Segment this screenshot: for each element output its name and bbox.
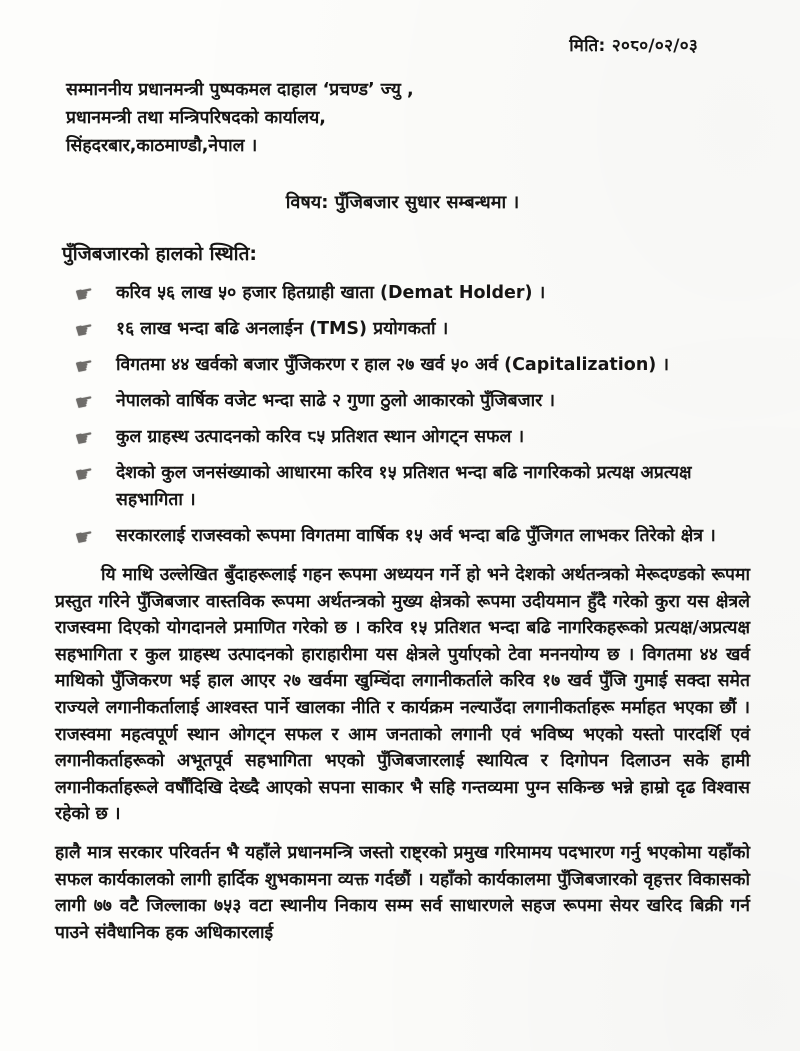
recipient-line-3: सिंहदरबार,काठमाण्डौ,नेपाल । — [66, 136, 258, 156]
list-item — [72, 523, 750, 551]
pointing-hand-icon: ☛ — [72, 316, 97, 344]
list-item — [72, 280, 750, 308]
section-heading: पुँजिबजारको हालको स्थिति: — [62, 243, 258, 265]
body-paragraph-2: हालै मात्र सरकार परिवर्तन भै यहाँले प्रधानमन्त्रि जस्तो राष्ट्रको प्रमुख गरिमामय पदभारण गर्नु भएकोमा यहाँको सफल कार्यकालको लागी हार्दिक शुभकामना व्यक्त गर्दछौं । यहाँको कार्यकालमा पुँजिबजारको वृहत्तर विकासको लागी ७७ वटै जिल्लाका ७५३ वटा स्थानीय निकाय सम्म सर्व साधारणले सहज रूपमा सेयर खरिद बिक्री गर्न पाउने संवैधानिक हक अधिकारलाई — [55, 842, 750, 943]
bullet-text: देशको कुल जनसंख्याको आधारमा करिव १५ प्रतिशत भन्दा बढि नागरिकको प्रत्यक्ष अप्रत्यक्ष सहभागिता । — [116, 463, 692, 510]
bullet-text: करिव ५६ लाख ५० हजार हितग्राही खाता (Demat Holder) । — [116, 283, 546, 303]
bullet-list — [72, 280, 750, 551]
bullet-text: सरकारलाई राजस्वको रूपमा विगतमा वार्षिक १५ अर्व भन्दा बढि पुँजिगत लाभकर तिरेको क्षेत्र । — [116, 526, 716, 546]
recipient-line-2: प्रधानमन्त्री तथा मन्त्रिपरिषदको कार्यालय, — [66, 108, 326, 128]
subject-line: विषय: पुँजिबजार सुधार सम्बन्धमा । — [285, 192, 520, 213]
letter-date: मिति: २०८०/०२/०३ — [569, 36, 698, 56]
list-item — [72, 388, 750, 416]
recipient-line-1: सम्माननीय प्रधानमन्त्री पुष्पकमल दाहाल ‘प्रचण्ड’ ज्यु , — [66, 80, 414, 100]
bullet-text: विगतमा ४४ खर्वको बजार पुँजिकरण र हाल २७ खर्व ५० अर्व (Capitalization) । — [116, 355, 669, 375]
bullet-text: कुल ग्राहस्थ उत्पादनको करिव ८५ प्रतिशत स्थान ओगट्न सफल । — [116, 427, 525, 447]
list-item — [72, 424, 750, 452]
pointing-hand-icon: ☛ — [72, 523, 97, 551]
recipient-address-block — [66, 76, 750, 160]
pointing-hand-icon: ☛ — [72, 280, 97, 308]
pointing-hand-icon: ☛ — [72, 388, 97, 416]
pointing-hand-icon: ☛ — [72, 352, 97, 380]
list-item — [72, 460, 750, 514]
body-paragraph-1: यि माथि उल्लेखित बुँदाहरूलाई गहन रूपमा अध्ययन गर्ने हो भने देशको अर्थतन्त्रको मेरूदण्डको रूपमा प्रस्तुत गरिने पुँजिबजार वास्तविक रूपमा अर्थतन्त्रको मुख्य क्षेत्रको रूपमा उदीयमान हुँदै गरेको कुरा यस क्षेत्रले राजस्वमा दिएको योगदानले प्रमाणित गरेको छ । करिव १५ प्रतिशत भन्दा बढि नागरिकहरूको प्रत्यक्ष/अप्रत्यक्ष सहभागिता र कुल ग्राहस्थ उत्पादनको हाराहारीमा यस क्षेत्रले पुर्याएको टेवा मननयोग्य छ । विगतमा ४४ खर्व माथिको पुँजिकरण भई हाल आएर २७ खर्वमा खुम्चिंदा लगानीकर्ताले करिव १७ खर्व पुँजि गुमाई सक्दा समेत राज्यले लगानीकर्तालाई आश्वस्त पार्ने खालका नीति र कार्यक्रम नल्याउँदा लगानीकर्ताहरू मर्माहत भएका छौं । राजस्वमा महत्वपूर्ण स्थान ओगट्न सफल र आम जनताको लगानी एवं भविष्य भएको यस्तो पारदर्शि एवं लगानीकर्ताहरूको अभूतपूर्व सहभागिता भएको पुँजिबजारलाई स्थायित्व र दिगोपन दिलाउन सके हामी लगानीकर्ताहरूले वर्षौंदिखि देख्दै आएको सपना साकार भै सहि गन्तव्यमा पुग्न सकिन्छ भन्ने हाम्रो दृढ विश्वास रहेको छ । — [55, 565, 750, 825]
list-item — [72, 316, 750, 344]
bullet-text: नेपालको वार्षिक वजेट भन्दा साढे २ गुणा ठुलो आकारको पुँजिबजार । — [116, 391, 556, 411]
pointing-hand-icon: ☛ — [72, 460, 97, 488]
bullet-text: १६ लाख भन्दा बढि अनलाईन (TMS) प्रयोगकर्ता । — [116, 319, 449, 339]
pointing-hand-icon: ☛ — [72, 424, 97, 452]
list-item — [72, 352, 750, 380]
